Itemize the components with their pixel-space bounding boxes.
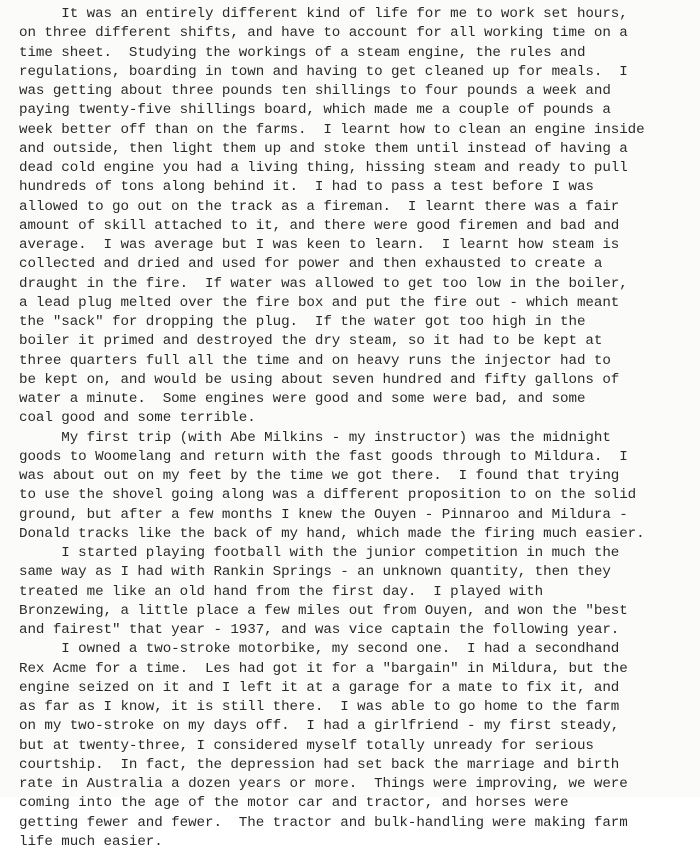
text-line: I started playing football with the junior competition in much the: [19, 545, 620, 561]
text-line: getting fewer and fewer. The tractor and bulk-handling were making farm: [19, 814, 628, 831]
text-line: My first trip (with Abe Milkins - my instructor) was the midnight: [19, 429, 611, 446]
text-line: treated me like an old hand from the first day. I played with: [19, 583, 544, 600]
text-line: amount of skill attached to it, and there were good firemen and bad and: [19, 217, 620, 234]
text-line: a lead plug melted over the fire box and put the fire out - which meant: [19, 294, 620, 311]
text-line: average. I was average but I was keen to learn. I learnt how steam is: [19, 237, 620, 253]
text-line: same way as I had with Rankin Springs - an unknown quantity, then they: [19, 564, 611, 581]
text-line: Rex Acme for a time. Les had got it for a "bargain" in Mildura, but the: [19, 660, 628, 677]
text-line: as far as I know, it is still there. I was able to go home to the farm: [19, 699, 620, 715]
text-line: engine seized on it and I left it at a garage for a mate to fix it, and: [19, 679, 620, 696]
text-line: courtship. In fact, the depression had set back the marriage and birth: [19, 756, 620, 773]
text-line: allowed to go out on the track as a fireman. I learnt there was a fair: [19, 198, 620, 215]
text-line: draught in the fire. If water was allowed to get too low in the boiler,: [19, 275, 628, 292]
text-line: I owned a two-stroke motorbike, my second one. I had a secondhand: [19, 641, 620, 658]
text-line: time sheet. Studying the workings of a steam engine, the rules and: [19, 44, 586, 61]
text-line: coal good and some terrible.: [19, 410, 256, 427]
text-line: boiler it primed and destroyed the dry steam, so it had to be kept at: [19, 333, 603, 350]
text-line: collected and dried and used for power and then exhausted to create a: [19, 256, 603, 273]
text-line: the "sack" for dropping the plug. If the water got too high in the: [19, 314, 586, 330]
text-line: life much easier.: [19, 833, 163, 850]
text-line: and fairest" that year - 1937, and was vice captain the following year.: [19, 622, 620, 638]
text-line: on three different shifts, and have to account for all working time on a: [19, 25, 628, 42]
text-line: goods to Woomelang and return with the fast goods through to Mildura. I: [19, 448, 628, 465]
text-line: hundreds of tons along behind it. I had to pass a test before I was: [19, 179, 594, 196]
text-line: regulations, boarding in town and having to get cleaned up for meals. I: [19, 63, 628, 80]
text-line: It was an entirely different kind of life for me to work set hours,: [19, 6, 628, 22]
text-line: was about out on my feet by the time we got there. I found that trying: [19, 468, 620, 484]
text-line: paying twenty-five shillings board, which made me a couple of pounds a: [19, 102, 611, 119]
text-line: but at twenty-three, I considered myself totally unready for serious: [19, 737, 594, 754]
text-line: three quarters full all the time and on heavy runs the injector had to: [19, 352, 611, 369]
text-line: and outside, then light them up and stoke them until instead of having a: [19, 140, 628, 157]
text-line: Bronzewing, a little place a few miles out from Ouyen, and won the "best: [19, 602, 628, 619]
text-line: water a minute. Some engines were good and some were bad, and some: [19, 391, 586, 407]
text-line: ground, but after a few months I knew the Ouyen - Pinnaroo and Mildura -: [19, 506, 628, 523]
text-line: to use the shovel going along was a different proposition to on the solid: [19, 487, 637, 504]
text-line: on my two-stroke on my days off. I had a girlfriend - my first steady,: [19, 718, 620, 735]
text-line: was getting about three pounds ten shillings to four pounds a week and: [19, 83, 611, 99]
text-line: dead cold engine you had a living thing, hissing steam and ready to pull: [19, 160, 628, 176]
typed-text-body: [19, 5, 699, 852]
text-line: be kept on, and would be using about seven hundred and fifty gallons of: [19, 371, 620, 388]
text-line: rate in Australia a dozen years or more. Things were improving, we were: [19, 776, 628, 792]
text-line: Donald tracks like the back of my hand, which made the firing much easier.: [19, 525, 645, 542]
text-line: coming into the age of the motor car and tractor, and horses were: [19, 795, 569, 812]
text-line: week better off than on the farms. I learnt how to clean an engine inside: [19, 121, 645, 138]
